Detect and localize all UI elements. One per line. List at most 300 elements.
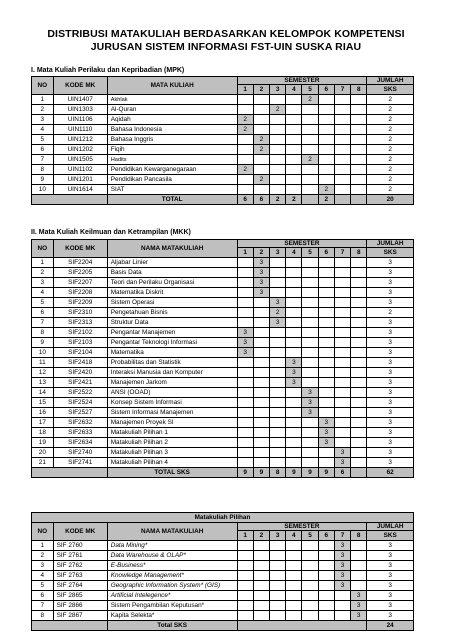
pilihan-header-name: NAMA MATAKULIAH	[107, 523, 237, 541]
pilihan-header-sem-4: 4	[286, 531, 302, 541]
mkk-header-jumlah: JUMLAH	[367, 240, 414, 248]
pilihan-row	[32, 571, 414, 581]
mkk-row-no: 20	[32, 448, 54, 458]
pilihan-row-sem-value: 3	[334, 541, 350, 551]
mkk-row-sks: 2	[367, 308, 414, 318]
pilihan-total-row	[32, 621, 414, 631]
mkk-header-kode: KODE MK	[53, 240, 107, 258]
mpk-row-sem-empty	[351, 115, 367, 125]
mkk-total-sem-4: 9	[286, 468, 302, 478]
mpk-row-sks: 2	[367, 155, 414, 165]
mkk-row-sks: 3	[367, 378, 414, 388]
mkk-row-sem-empty	[302, 368, 318, 378]
pilihan-row	[32, 561, 414, 571]
mkk-row-sem-empty	[237, 308, 253, 318]
mkk-row-sem-empty	[253, 448, 269, 458]
mpk-row-sem-empty	[351, 175, 367, 185]
mkk-row-sem-value: 3	[334, 458, 350, 468]
mkk-row-sks: 3	[367, 388, 414, 398]
pilihan-row-sem-empty	[237, 601, 253, 611]
mkk-row-sem-empty	[253, 298, 269, 308]
mkk-row-sem-empty	[351, 368, 367, 378]
pilihan-row-sem-empty	[318, 591, 334, 601]
mkk-row-sem-empty	[286, 398, 302, 408]
mkk-total-label: TOTAL SKS	[107, 468, 237, 478]
pilihan-row-no: 7	[32, 601, 54, 611]
mkk-row-sem-empty	[237, 288, 253, 298]
pilihan-row-no: 8	[32, 611, 54, 621]
mkk-row-sem-empty	[351, 298, 367, 308]
pilihan-header-sks: SKS	[367, 531, 414, 541]
mkk-row-name: Sistem Informasi Manajemen	[107, 408, 237, 418]
mkk-row-kode: SIF2741	[53, 458, 107, 468]
mpk-row-kode: UIN1106	[53, 115, 107, 125]
mpk-row-name: Akhlak	[107, 95, 237, 105]
mpk-row-sem-empty	[334, 95, 350, 105]
mkk-row	[32, 448, 414, 458]
mpk-total-sem-6: 2	[318, 195, 334, 205]
pilihan-caption: Matakuliah Pilihan	[32, 513, 414, 523]
mkk-row-sem-empty	[318, 278, 334, 288]
pilihan-row-sem-empty	[269, 561, 285, 571]
pilihan-row-sem-value: 3	[351, 611, 367, 621]
mpk-row-name: Al-Quran	[107, 105, 237, 115]
mkk-row-sks: 3	[367, 458, 414, 468]
mpk-row-sem-empty	[302, 165, 318, 175]
mkk-row-sem-empty	[318, 368, 334, 378]
mpk-row-no: 7	[32, 155, 54, 165]
mpk-row-sem-empty	[334, 145, 350, 155]
mkk-row-sem-empty	[270, 388, 286, 398]
mkk-row-sem-empty	[286, 388, 302, 398]
mkk-row	[32, 378, 414, 388]
mkk-row-sem-empty	[286, 308, 302, 318]
mkk-row-sks: 3	[367, 298, 414, 308]
mkk-total-sem-5: 9	[302, 468, 318, 478]
mkk-row-sem-empty	[318, 398, 334, 408]
mkk-header-sem-5: 5	[302, 248, 318, 258]
pilihan-row-sem-empty	[286, 541, 302, 551]
mkk-row-sem-empty	[286, 448, 302, 458]
mkk-row-sem-empty	[334, 428, 350, 438]
mpk-header-sem-3: 3	[270, 85, 286, 95]
mkk-row-sem-empty	[318, 298, 334, 308]
mpk-row-sem-empty	[237, 95, 253, 105]
mkk-row-sem-empty	[237, 378, 253, 388]
mkk-row-sem-empty	[302, 448, 318, 458]
mkk-row-name: Konsep Sistem Informasi	[107, 398, 237, 408]
mkk-row-sem-value: 3	[302, 408, 318, 418]
mpk-row-sem-value: 2	[318, 185, 334, 195]
mkk-row-sem-empty	[253, 338, 269, 348]
mpk-row-sem-empty	[270, 95, 286, 105]
mkk-row-no: 9	[32, 338, 54, 348]
mpk-row-no: 3	[32, 115, 54, 125]
mkk-row-name: Matakuliah Pilihan 4	[107, 458, 237, 468]
mkk-row-sem-empty	[237, 318, 253, 328]
mkk-row-sem-empty	[334, 348, 350, 358]
mkk-row-sem-empty	[286, 258, 302, 268]
mkk-row-no: 11	[32, 358, 54, 368]
mkk-row-name: Probabilitas dan Statistik	[107, 358, 237, 368]
mkk-row-sem-empty	[253, 388, 269, 398]
mkk-row	[32, 368, 414, 378]
mkk-row-sem-empty	[302, 348, 318, 358]
mkk-row-sks: 3	[367, 358, 414, 368]
pilihan-row-sem-empty	[351, 571, 367, 581]
pilihan-row	[32, 611, 414, 621]
mkk-row-sks: 3	[367, 278, 414, 288]
mpk-row-sem-empty	[286, 165, 302, 175]
pilihan-row	[32, 581, 414, 591]
pilihan-row-sem-empty	[318, 561, 334, 571]
mkk-row-sem-empty	[351, 338, 367, 348]
mpk-row-sem-empty	[334, 105, 350, 115]
mpk-row-sem-value: 2	[302, 155, 318, 165]
mkk-row-no: 15	[32, 398, 54, 408]
mkk-row-sem-empty	[237, 268, 253, 278]
mpk-header-sem-4: 4	[286, 85, 302, 95]
mkk-row-no: 7	[32, 318, 54, 328]
pilihan-header-jumlah: JUMLAH	[367, 523, 414, 531]
mkk-row-sem-empty	[302, 298, 318, 308]
mkk-row-no: 10	[32, 348, 54, 358]
mkk-row-sem-empty	[318, 338, 334, 348]
mkk-row-sem-empty	[351, 308, 367, 318]
pilihan-row-name: Knowledge Management*	[107, 571, 237, 581]
mkk-row-sem-value: 3	[334, 448, 350, 458]
mpk-row-sem-empty	[270, 165, 286, 175]
mkk-row-sem-empty	[351, 278, 367, 288]
mpk-row-sem-empty	[302, 145, 318, 155]
mkk-row	[32, 458, 414, 468]
mkk-row-kode: SIF2102	[53, 328, 107, 338]
pilihan-row	[32, 551, 414, 561]
pilihan-row-sem-empty	[237, 551, 253, 561]
pilihan-header-sem-6: 6	[318, 531, 334, 541]
mpk-row-sks: 2	[367, 165, 414, 175]
mpk-total-row	[32, 195, 414, 205]
mpk-header-sem-7: 7	[334, 85, 350, 95]
mpk-row-sem-empty	[237, 145, 253, 155]
mkk-row-sem-empty	[334, 328, 350, 338]
mkk-row-sem-empty	[286, 298, 302, 308]
mpk-row-sem-empty	[270, 115, 286, 125]
mkk-row-sem-empty	[237, 418, 253, 428]
mkk-row-kode: SIF2420	[53, 368, 107, 378]
pilihan-row-kode: SIF 2764	[53, 581, 107, 591]
mkk-row-sem-empty	[286, 408, 302, 418]
mkk-header-sem-6: 6	[318, 248, 334, 258]
mpk-row-no: 5	[32, 135, 54, 145]
pilihan-row-kode: SIF 2866	[53, 601, 107, 611]
mkk-row	[32, 278, 414, 288]
mpk-row-kode: UIN1202	[53, 145, 107, 155]
mpk-row-name: Bahasa Indonesia	[107, 125, 237, 135]
mkk-row-sem-empty	[334, 398, 350, 408]
mpk-row-sem-empty	[334, 135, 350, 145]
pilihan-header-kode: KODE MK	[53, 523, 107, 541]
pilihan-total-label: Total SKS	[107, 621, 237, 631]
mpk-row-sem-empty	[286, 185, 302, 195]
mpk-row	[32, 115, 414, 125]
mkk-row-sem-empty	[270, 328, 286, 338]
mkk-row-sem-empty	[351, 378, 367, 388]
mkk-total-sem-7: 6	[334, 468, 350, 478]
mkk-row	[32, 308, 414, 318]
mpk-row-sks: 2	[367, 145, 414, 155]
mkk-row-no: 21	[32, 458, 54, 468]
pilihan-row-no: 1	[32, 541, 54, 551]
mkk-row-sem-empty	[334, 378, 350, 388]
mkk-header-sem-7: 7	[334, 248, 350, 258]
mkk-row-sem-value: 3	[253, 258, 269, 268]
mpk-row-sem-empty	[253, 95, 269, 105]
mkk-row-kode: SIF2104	[53, 348, 107, 358]
mpk-row	[32, 175, 414, 185]
mkk-total-sem-3: 8	[270, 468, 286, 478]
mkk-row-sem-empty	[351, 398, 367, 408]
mpk-header-name: MATA KULIAH	[107, 77, 237, 95]
pilihan-row-sks: 3	[367, 601, 414, 611]
pilihan-row-kode: SIF 2761	[53, 551, 107, 561]
mpk-row-kode: UIN1102	[53, 165, 107, 175]
mpk-row-name: SIAT	[107, 185, 237, 195]
mkk-row-sem-empty	[318, 388, 334, 398]
mkk-row-name: Manajemen Proyek SI	[107, 418, 237, 428]
pilihan-row-sem-empty	[253, 591, 269, 601]
mpk-row-no: 4	[32, 125, 54, 135]
mpk-row-sks: 2	[367, 105, 414, 115]
pilihan-row-sem-empty	[269, 571, 285, 581]
mpk-row-sem-empty	[351, 95, 367, 105]
mkk-row-sem-value: 3	[237, 348, 253, 358]
pilihan-row-sem-empty	[269, 551, 285, 561]
mpk-row-no: 2	[32, 105, 54, 115]
mkk-row	[32, 358, 414, 368]
mpk-row-sem-empty	[318, 145, 334, 155]
mpk-row	[32, 95, 414, 105]
pilihan-row-kode: SIF 2867	[53, 611, 107, 621]
mkk-row-no: 16	[32, 408, 54, 418]
mpk-row	[32, 145, 414, 155]
mkk-row-no: 12	[32, 368, 54, 378]
mpk-header-sem-8: 8	[351, 85, 367, 95]
mkk-row-sem-empty	[334, 338, 350, 348]
mkk-row-sks: 3	[367, 398, 414, 408]
mkk-row-kode: SIF2524	[53, 398, 107, 408]
mpk-row-sks: 2	[367, 95, 414, 105]
mkk-row-sem-empty	[237, 438, 253, 448]
mpk-row-name: Pendidikan Kewarganegaraan	[107, 165, 237, 175]
mkk-row-sem-empty	[237, 458, 253, 468]
pilihan-header-sem-8: 8	[351, 531, 367, 541]
pilihan-row-sem-empty	[269, 601, 285, 611]
pilihan-row-sem-value: 3	[351, 591, 367, 601]
mpk-table	[31, 76, 414, 205]
mpk-row-sem-empty	[253, 185, 269, 195]
mkk-row-name: Aljabar Linier	[107, 258, 237, 268]
pilihan-row-sem-value: 3	[334, 561, 350, 571]
mkk-row-sem-empty	[302, 318, 318, 328]
mkk-row-sks: 3	[367, 368, 414, 378]
mkk-table	[31, 239, 414, 478]
mkk-row-no: 5	[32, 298, 54, 308]
mkk-row-sem-empty	[286, 328, 302, 338]
mkk-row-sem-empty	[286, 288, 302, 298]
mpk-total-blank	[32, 195, 108, 205]
mpk-row-sem-empty	[286, 115, 302, 125]
pilihan-row-sem-empty	[318, 571, 334, 581]
mkk-row-name: Pengantar Manajemen	[107, 328, 237, 338]
mkk-header-sem-4: 4	[286, 248, 302, 258]
pilihan-row-name: Artificial Intelegence*	[107, 591, 237, 601]
mkk-row-kode: SIF2632	[53, 418, 107, 428]
mkk-row-sem-empty	[253, 308, 269, 318]
mkk-row-sem-empty	[270, 438, 286, 448]
mkk-header-sks: SKS	[367, 248, 414, 258]
mkk-row	[32, 438, 414, 448]
mkk-row-sem-empty	[351, 258, 367, 268]
mkk-row-sem-value: 3	[237, 338, 253, 348]
mpk-row-sem-empty	[270, 135, 286, 145]
pilihan-header-semester: SEMESTER	[237, 523, 367, 531]
pilihan-row-sem-empty	[318, 551, 334, 561]
pilihan-row-name: Data Mining*	[107, 541, 237, 551]
pilihan-header-sem-2: 2	[253, 531, 269, 541]
mkk-row-sem-empty	[302, 328, 318, 338]
mkk-total-sks: 62	[367, 468, 414, 478]
mkk-row-sem-value: 3	[302, 388, 318, 398]
mkk-total-sem-6: 9	[318, 468, 334, 478]
mkk-row	[32, 288, 414, 298]
mkk-row-name: Sistem Operasi	[107, 298, 237, 308]
mkk-section-title: II. Mata Kuliah Keilmuan dan Ketrampilan (MKK)	[31, 229, 191, 236]
mpk-row-sem-empty	[237, 105, 253, 115]
mkk-row-sem-empty	[286, 278, 302, 288]
mkk-row-sem-empty	[270, 278, 286, 288]
mpk-row	[32, 135, 414, 145]
mkk-row-name: Matakuliah Pilihan 1	[107, 428, 237, 438]
mpk-row-kode: UIN1505	[53, 155, 107, 165]
mkk-row-name: Matematika	[107, 348, 237, 358]
pilihan-row-sem-empty	[269, 541, 285, 551]
mpk-row-no: 9	[32, 175, 54, 185]
mkk-row-sks: 3	[367, 318, 414, 328]
pilihan-header-sem-1: 1	[237, 531, 253, 541]
mkk-total-sem-8	[351, 468, 367, 478]
mkk-row-no: 18	[32, 428, 54, 438]
mpk-row-sem-empty	[270, 185, 286, 195]
pilihan-row-no: 3	[32, 561, 54, 571]
mkk-row-sem-empty	[318, 318, 334, 328]
page-title: DISTRIBUSI MATAKULIAH BERDASARKAN KELOMPOK KOMPETENSI	[47, 28, 405, 40]
mpk-row-sem-empty	[334, 185, 350, 195]
mkk-row-sem-empty	[270, 288, 286, 298]
mkk-row-sem-empty	[302, 258, 318, 268]
mkk-row-kode: SIF2421	[53, 378, 107, 388]
mkk-row-name: Matematika Diskrit	[107, 288, 237, 298]
mpk-row-sem-empty	[286, 125, 302, 135]
mkk-row-sem-empty	[253, 408, 269, 418]
mpk-row-sem-empty	[237, 185, 253, 195]
mpk-row-sks: 2	[367, 185, 414, 195]
mpk-row-sem-empty	[302, 125, 318, 135]
mkk-row-sem-empty	[286, 318, 302, 328]
mkk-row-sem-value: 3	[286, 368, 302, 378]
mpk-row-name: Aqidah	[107, 115, 237, 125]
mkk-total-sem-2: 9	[253, 468, 269, 478]
pilihan-row-sem-empty	[302, 561, 318, 571]
mpk-row-sem-empty	[270, 125, 286, 135]
mkk-row-sem-empty	[286, 268, 302, 278]
pilihan-header-row	[32, 523, 414, 531]
mkk-row-sem-empty	[302, 418, 318, 428]
mkk-row-no: 13	[32, 378, 54, 388]
mpk-row-sem-empty	[318, 165, 334, 175]
mkk-row-sem-empty	[237, 428, 253, 438]
mpk-row-sem-empty	[318, 125, 334, 135]
pilihan-row-sem-empty	[237, 561, 253, 571]
mkk-header-row	[32, 240, 414, 248]
mpk-row-sem-empty	[237, 135, 253, 145]
mkk-row-sem-empty	[270, 428, 286, 438]
pilihan-row-sem-empty	[318, 541, 334, 551]
mkk-row-sem-empty	[270, 338, 286, 348]
pilihan-row-sks: 3	[367, 551, 414, 561]
mpk-row-sem-empty	[286, 175, 302, 185]
mpk-row-sem-value: 2	[270, 105, 286, 115]
mkk-row-sem-empty	[270, 408, 286, 418]
mkk-row-no: 3	[32, 278, 54, 288]
mkk-row-sem-value: 2	[270, 308, 286, 318]
pilihan-row-sem-empty	[237, 571, 253, 581]
mpk-row-sem-empty	[253, 125, 269, 135]
mkk-header-sem-8: 8	[351, 248, 367, 258]
mpk-row-sem-empty	[237, 155, 253, 165]
mkk-row-sem-value: 3	[302, 398, 318, 408]
mpk-row-sem-empty	[351, 155, 367, 165]
mpk-row-sks: 2	[367, 125, 414, 135]
mpk-header-jumlah: JUMLAH	[367, 77, 414, 85]
mkk-row-sks: 3	[367, 338, 414, 348]
pilihan-row-sem-empty	[302, 591, 318, 601]
mkk-row-sem-value: 3	[318, 418, 334, 428]
pilihan-row-sem-empty	[253, 611, 269, 621]
mkk-row-name: Struktur Data	[107, 318, 237, 328]
mkk-row	[32, 338, 414, 348]
mpk-row-name: Pendidikan Pancasila	[107, 175, 237, 185]
pilihan-row-sem-empty	[286, 561, 302, 571]
mpk-row-sks: 2	[367, 115, 414, 125]
mpk-row	[32, 105, 414, 115]
mkk-row-sem-empty	[253, 348, 269, 358]
pilihan-row-sem-empty	[253, 551, 269, 561]
mkk-row-sem-empty	[237, 298, 253, 308]
mkk-row-name: Manajemen Jarkom	[107, 378, 237, 388]
mkk-row-sem-empty	[351, 328, 367, 338]
mpk-row-sem-empty	[253, 165, 269, 175]
mkk-row-kode: SIF2313	[53, 318, 107, 328]
mpk-total-sem-5	[302, 195, 318, 205]
page-subtitle: JURUSAN SISTEM INFORMASI FST-UIN SUSKA RIAU	[90, 41, 362, 53]
pilihan-row-sem-empty	[286, 581, 302, 591]
mpk-row-sem-value: 2	[237, 165, 253, 175]
mkk-row-kode: SIF2633	[53, 428, 107, 438]
mkk-row-sem-empty	[351, 268, 367, 278]
mkk-row	[32, 268, 414, 278]
mkk-row	[32, 258, 414, 268]
